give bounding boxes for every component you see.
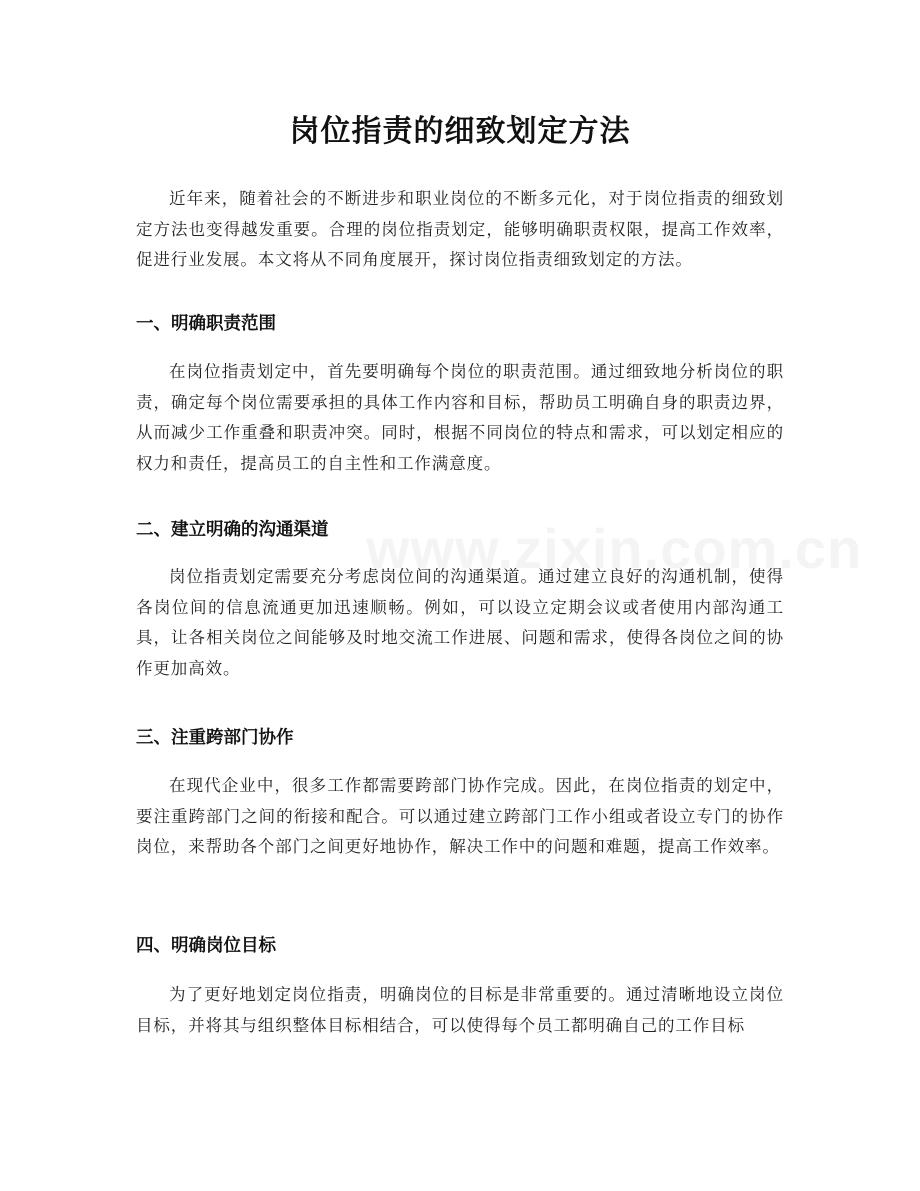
- section-body-4: 为了更好地划定岗位指责，明确岗位的目标是非常重要的。通过清晰地设立岗位目标，并将其与组织整体目标相结合，可以使得每个员工都明确自己的工作目标: [136, 985, 784, 1035]
- section-body-2: 岗位指责划定需要充分考虑岗位间的沟通渠道。通过建立良好的沟通机制，使得各岗位间的信息流通更加迅速顺畅。例如，可以设立定期会议或者使用内部沟通工具，让各相关岗位之间能够及时地交流工作进展、问题和需求，使得各岗位之间的协作更加高效。: [136, 567, 784, 678]
- section-heading-4: 四、明确岗位目标: [136, 936, 276, 956]
- section-body-1: 在岗位指责划定中，首先要明确每个岗位的职责范围。通过细致地分析岗位的职责，确定每个岗位需要承担的具体工作内容和目标，帮助员工明确自身的职责边界，从而减少工作重叠和职责冲突。同时，根据不同岗位的特点和需求，可以划定相应的权力和责任，提高员工的自主性和工作满意度。: [136, 362, 784, 473]
- document-title: 岗位指责的细致划定方法: [289, 114, 631, 149]
- section-heading-1: 一、明确职责范围: [136, 314, 276, 334]
- section-heading-3: 三、注重跨部门协作: [136, 728, 294, 748]
- intro-paragraph: 近年来，随着社会的不断进步和职业岗位的不断多元化，对于岗位指责的细致划定方法也变得越发重要。合理的岗位指责划定，能够明确职责权限，提高工作效率，促进行业发展。本文将从不同角度展开，探讨岗位指责细致划定的方法。: [136, 189, 784, 269]
- section-body-3: 在现代企业中，很多工作都需要跨部门协作完成。因此，在岗位指责的划定中，要注重跨部门之间的衔接和配合。可以通过建立跨部门工作小组或者设立专门的协作岗位，来帮助各个部门之间更好地协作，解决工作中的问题和难题，提高工作效率。: [136, 776, 784, 856]
- section-heading-2: 二、建立明确的沟通渠道: [136, 520, 329, 540]
